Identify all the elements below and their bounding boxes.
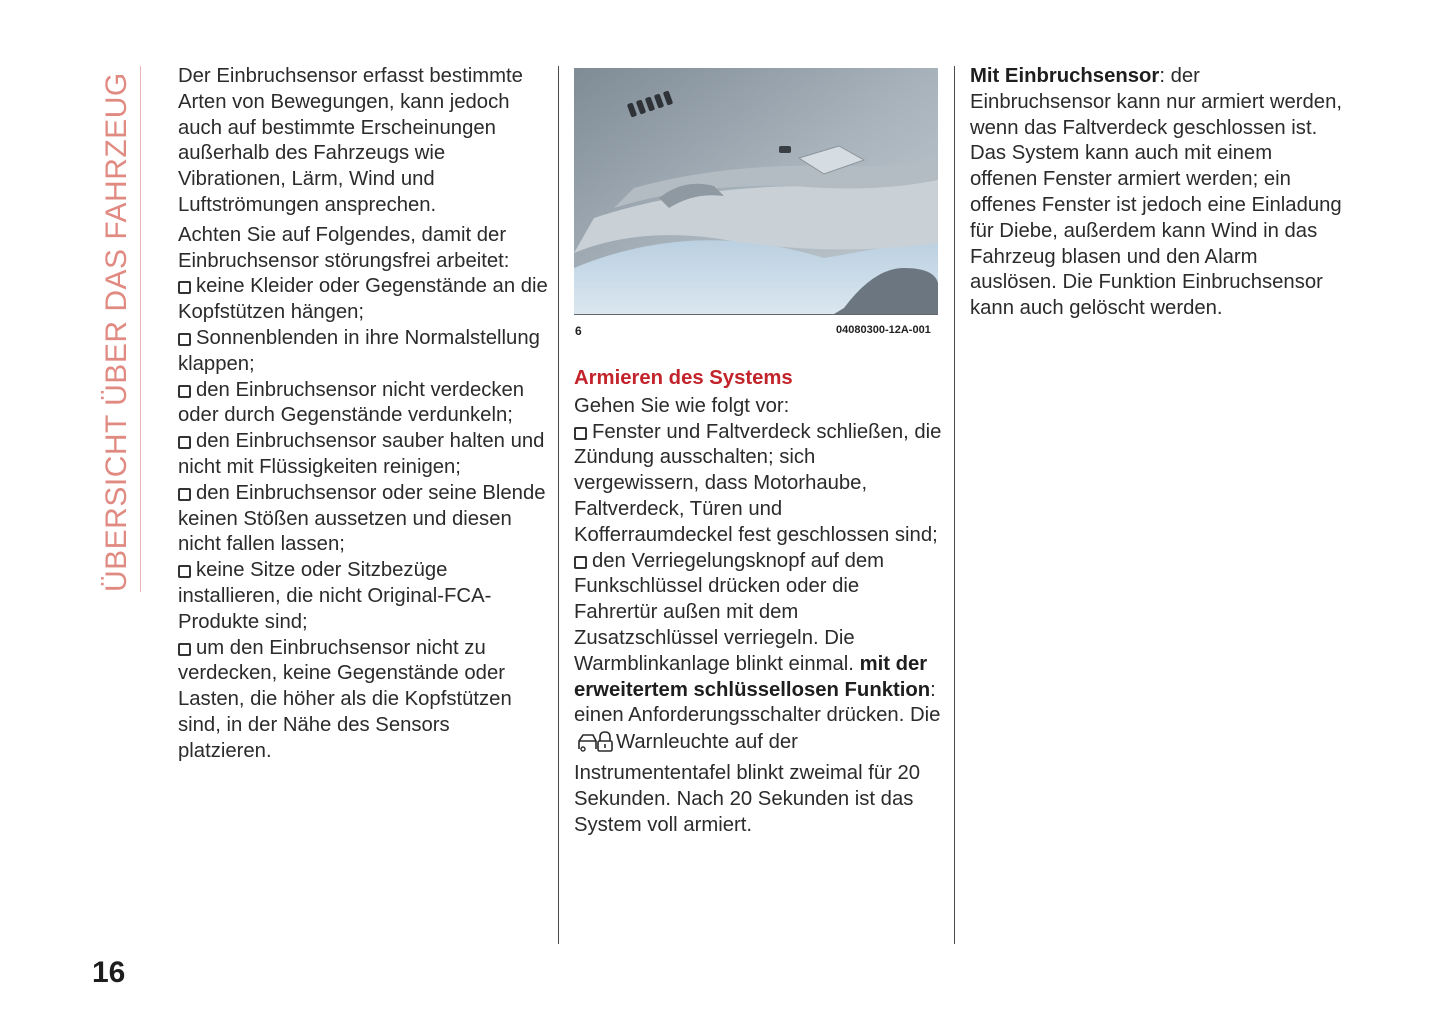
bold-text: mit der erweitertem schlüssellosen Funktion — [574, 652, 931, 701]
lead-paragraph: Achten Sie auf Folgendes, damit der Einbruchsensor störungsfrei arbeitet: — [178, 223, 510, 272]
list-item: um den Einbruchsensor nicht zu verdecken, keine Gegenstände oder Lasten, die höher als die Kopfstützen sind, in der Nähe des Sensors platzieren. — [178, 636, 512, 762]
column-divider-1 — [558, 66, 559, 944]
page-number: 16 — [92, 956, 126, 989]
paragraph: Mit Einbruchsensor: der Einbruchsensor kann nur armiert werden, wenn das Faltverdeck geschlossen ist. Das System kann auch mit einem offenen Fenster armiert werden; ein offenes Fenster ist jedoch eine Einladung für Diebe, außerdem kann Wind in das Fahrzeug blasen und den Alarm auslösen. Die Funktion Einbruchsensor kann auch gelöscht werden. — [970, 65, 1343, 320]
figure-code: 04080300-12A-001 — [836, 324, 931, 336]
list-item: keine Sitze oder Sitzbezüge installieren, die nicht Original-FCA-Produkte sind; — [178, 559, 492, 633]
column-2 — [574, 366, 946, 838]
figure-caption-rule — [574, 314, 938, 315]
list-item: keine Kleider oder Gegenstände an die Kopfstützen hängen; — [178, 275, 548, 324]
list-item: den Einbruchsensor oder seine Blende keinen Stößen aussetzen und diesen nicht fallen lassen; — [178, 481, 546, 556]
bold-text: Mit Einbruchsensor — [970, 65, 1160, 87]
checkbox-bullet-icon — [178, 436, 191, 449]
car-lock-warning-icon — [576, 729, 614, 761]
checkbox-bullet-icon — [178, 565, 191, 578]
checkbox-bullet-icon — [178, 385, 191, 398]
checkbox-bullet-icon — [178, 643, 191, 656]
checkbox-bullet-icon — [178, 333, 191, 346]
lead-paragraph: Gehen Sie wie folgt vor: — [574, 394, 790, 417]
list-item: den Einbruchsensor nicht verdecken oder durch Gegenstände verdunkeln; — [178, 378, 525, 427]
column-1 — [178, 64, 548, 765]
list-item: den Verriegelungsknopf auf dem Funkschlüssel drücken oder die Fahrertür außen mit dem Zusatzschlüssel verriegeln. Die Warmblinkanlage blinkt einmal. mit der erweitertem schlüssellosen Funktion: einen Anforderungsschalter drücken. Die Warnleuchte auf der Instrumententafel blinkt zweimal für 20 Sekunden. Nach 20 Sekunden ist das System voll armiert. — [574, 549, 941, 836]
figure-image-interior-sensor — [574, 68, 938, 314]
list-item: den Einbruchsensor sauber halten und nicht mit Flüssigkeiten reinigen; — [178, 430, 545, 478]
checkbox-bullet-icon — [178, 281, 191, 294]
list-item: Sonnenblenden in ihre Normalstellung klappen; — [178, 326, 540, 375]
section-heading: Armieren des Systems — [574, 367, 793, 389]
figure-number: 6 — [575, 324, 582, 338]
column-3 — [970, 64, 1342, 322]
column-divider-2 — [954, 66, 955, 944]
checkbox-bullet-icon — [574, 427, 587, 440]
list-item: Fenster und Faltverdeck schließen, die Zündung ausschalten; sich vergewissern, dass Motorhaube, Faltverdeck, Türen und Kofferraumdeckel fest geschlossen sind; — [574, 420, 942, 546]
side-divider — [140, 66, 141, 592]
checkbox-bullet-icon — [178, 488, 191, 501]
checkbox-bullet-icon — [574, 556, 587, 569]
intro-paragraph: Der Einbruchsensor erfasst bestimmte Arten von Bewegungen, kann jedoch auch auf bestimmte Erscheinungen außerhalb des Fahrzeugs wie Vibrationen, Lärm, Wind und Luftströmungen ansprechen. — [178, 65, 523, 216]
section-title-vertical: ÜBERSICHT ÜBER DAS FAHRZEUG — [100, 72, 133, 592]
